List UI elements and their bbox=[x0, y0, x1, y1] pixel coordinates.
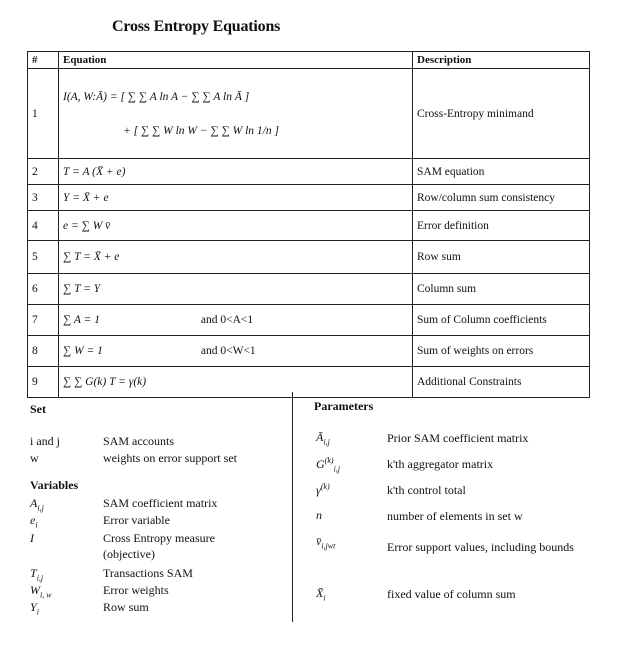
variable-definition: SAM coefficient matrix bbox=[103, 496, 218, 510]
equation-text: Y = X̄ + e bbox=[63, 191, 109, 204]
variables-heading: Variables bbox=[30, 478, 79, 492]
variable-definition: Error variable bbox=[103, 513, 170, 527]
row-number: 6 bbox=[28, 274, 59, 305]
row-number: 9 bbox=[28, 367, 59, 398]
variable-definition: Row sum bbox=[103, 600, 149, 614]
column-divider bbox=[292, 392, 293, 622]
parameter-definition: fixed value of column sum bbox=[387, 587, 516, 601]
variable-symbol: $Y_i$ bbox=[30, 600, 39, 617]
row-number: 8 bbox=[28, 336, 59, 367]
variable-symbol: $e_i$ bbox=[30, 513, 38, 530]
description-cell: SAM equation bbox=[413, 159, 590, 185]
set-definition: weights on error support set bbox=[103, 451, 237, 465]
parameter-definition: k'th aggregator matrix bbox=[387, 457, 494, 471]
table-row bbox=[28, 274, 590, 305]
equation-text: T = A (X̄ + e) bbox=[63, 165, 126, 178]
equation-cell bbox=[59, 159, 413, 185]
set-definition: SAM accounts bbox=[103, 434, 174, 448]
parameter-symbol: $G^{(k)}_{i,j}$ bbox=[316, 456, 341, 474]
equation-text: + [ ∑ ∑ W ln W − ∑ ∑ W ln 1/n ] bbox=[123, 124, 279, 137]
equation-cell bbox=[59, 185, 413, 211]
parameter-symbol: $\gamma^{(k)}$ bbox=[316, 482, 330, 497]
parameter-symbol: n bbox=[316, 508, 322, 522]
variable-symbol: I bbox=[30, 531, 34, 545]
set-symbol: w bbox=[30, 451, 39, 465]
parameter-definition: number of elements in set w bbox=[387, 509, 523, 523]
row-number: 1 bbox=[28, 69, 59, 159]
equation-text: ∑ T = Y bbox=[63, 283, 101, 295]
table-row bbox=[28, 185, 590, 211]
set-heading: Set bbox=[30, 402, 46, 416]
variable-definition: Cross Entropy measure (objective) bbox=[103, 531, 215, 561]
description-cell: Error definition bbox=[413, 211, 590, 241]
equation-cell bbox=[59, 241, 413, 274]
table-row bbox=[28, 305, 590, 336]
equation-cell bbox=[59, 69, 413, 159]
row-number: 7 bbox=[28, 305, 59, 336]
variable-symbol: $T_{i,j}$ bbox=[30, 566, 44, 583]
table-row bbox=[28, 241, 590, 274]
parameter-definition: Prior SAM coefficient matrix bbox=[387, 431, 529, 445]
row-number: 5 bbox=[28, 241, 59, 274]
parameter-definition: k'th control total bbox=[387, 483, 466, 497]
header-description: Description bbox=[413, 52, 590, 69]
table-row bbox=[28, 367, 590, 398]
equation-cell bbox=[59, 211, 413, 241]
parameter-symbol: $v̄_{i,jwt}$ bbox=[316, 534, 336, 551]
equation-cell bbox=[59, 305, 413, 336]
description-cell: Cross-Entropy minimand bbox=[413, 69, 590, 159]
table-header-row bbox=[28, 52, 590, 69]
equation-cell bbox=[59, 336, 413, 367]
variable-definition: Error weights bbox=[103, 583, 169, 597]
page-title: Cross Entropy Equations bbox=[112, 18, 281, 35]
table-row bbox=[28, 69, 590, 159]
description-cell: Column sum bbox=[413, 274, 590, 305]
equation-cell bbox=[59, 274, 413, 305]
parameter-symbol: $X̄_i$ bbox=[316, 586, 326, 603]
variable-symbol: $A_{i,j}$ bbox=[30, 496, 44, 513]
equation-text: I(A, W:Ā) = [ ∑ ∑ A ln A − ∑ ∑ A ln Ā ] bbox=[63, 90, 250, 103]
row-number: 4 bbox=[28, 211, 59, 241]
equation-text: ∑ T = X̄ + e bbox=[63, 251, 120, 263]
row-number: 2 bbox=[28, 159, 59, 185]
description-cell: Sum of Column coefficients bbox=[413, 305, 590, 336]
row-number: 3 bbox=[28, 185, 59, 211]
variable-symbol: $W_{i, w}$ bbox=[30, 583, 52, 600]
equation-cell bbox=[59, 367, 413, 398]
description-cell: Row/column sum consistency bbox=[413, 185, 590, 211]
equation-text: ∑ A = 1 bbox=[63, 314, 100, 326]
equations-table bbox=[27, 51, 590, 398]
equation-condition: and 0<A<1 bbox=[200, 314, 254, 326]
equation-condition: and 0<W<1 bbox=[200, 345, 256, 357]
description-cell: Sum of weights on errors bbox=[413, 336, 590, 367]
header-number: # bbox=[28, 52, 59, 69]
description-cell: Row sum bbox=[413, 241, 590, 274]
equation-text: ∑ ∑ G(k) T = γ(k) bbox=[63, 376, 147, 388]
parameter-symbol: $Ā_{i,j}$ bbox=[316, 430, 330, 447]
equation-text: e = ∑ W v̄ bbox=[63, 219, 111, 232]
set-symbol: i and j bbox=[30, 434, 60, 448]
parameter-definition: Error support values, including bounds bbox=[387, 540, 574, 554]
header-equation: Equation bbox=[59, 52, 413, 69]
description-cell: Additional Constraints bbox=[413, 367, 590, 398]
table-row bbox=[28, 211, 590, 241]
table-row bbox=[28, 336, 590, 367]
equation-text: ∑ W = 1 bbox=[63, 345, 103, 357]
table-row bbox=[28, 159, 590, 185]
parameters-heading: Parameters bbox=[314, 399, 374, 413]
variable-definition: Transactions SAM bbox=[103, 566, 193, 580]
